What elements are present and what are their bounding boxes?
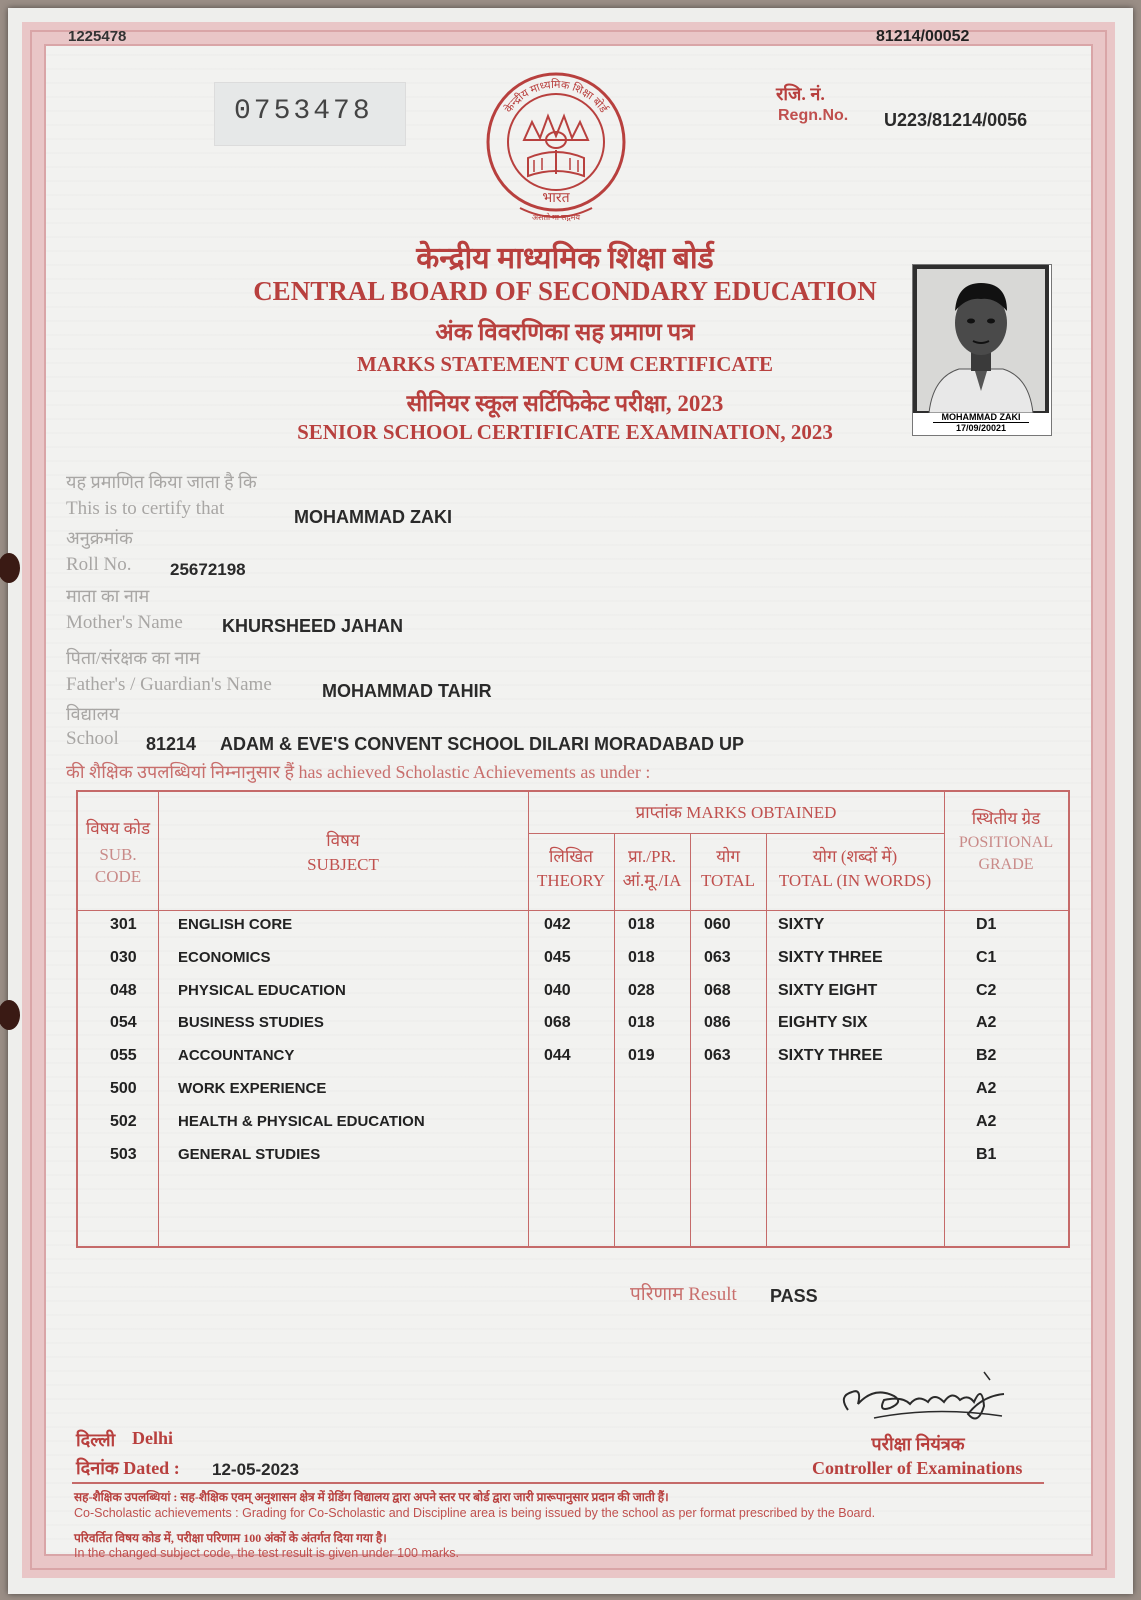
total-in-words: EIGHTY SIX <box>778 1014 868 1031</box>
header-total-english: TOTAL <box>700 871 756 890</box>
subject-name: ACCOUNTANCY <box>178 1047 295 1064</box>
marks-table <box>76 790 1070 1248</box>
doc-title-hindi: अंक विवरणिका सह प्रमाण पत्र <box>435 320 695 346</box>
subject-name: GENERAL STUDIES <box>178 1146 321 1163</box>
header-words-english: TOTAL (IN WORDS) <box>778 871 932 890</box>
footer-divider <box>72 1482 1044 1484</box>
subject-code: 030 <box>110 949 137 966</box>
result-label: परिणाम Result <box>630 1284 737 1305</box>
theory-marks: 040 <box>544 982 571 999</box>
theory-marks: 045 <box>544 949 571 966</box>
total-marks: 063 <box>704 1047 731 1064</box>
subject-name: BUSINESS STUDIES <box>178 1014 324 1031</box>
regn-number: U223/81214/0056 <box>884 110 1028 130</box>
header-theory-english: THEORY <box>537 871 605 890</box>
punch-hole-bottom <box>0 1000 20 1030</box>
student-photo <box>912 264 1052 436</box>
father-label-hindi: पिता/संरक्षक का नाम <box>66 648 200 668</box>
header-theory-hindi: लिखित <box>549 847 593 866</box>
cbse-seal-icon <box>484 70 634 230</box>
place-hindi: दिल्ली <box>76 1430 116 1450</box>
practical-marks: 018 <box>628 916 655 933</box>
exam-title-english: SENIOR SCHOOL CERTIFICATE EXAMINATION, 2023 <box>297 420 833 444</box>
roll-label-hindi: अनुक्रमांक <box>66 528 133 548</box>
total-marks: 060 <box>704 916 731 933</box>
punch-hole-top <box>0 553 20 583</box>
note-coscholastic-hindi: सह-शैक्षिक उपलब्धियां : सह-शैक्षिक एवम् अनुशासन क्षेत्र में ग्रेडिंग विद्यालय द्वारा अपने स्तर पर बोर्ड द्वारा जारी प्रारूपानुसार प्रदान की जाती हैं। <box>74 1490 669 1504</box>
school-label-english: School <box>66 728 119 749</box>
father-name: MOHAMMAD TAHIR <box>322 681 492 701</box>
positional-grade: C1 <box>976 949 997 966</box>
total-in-words: SIXTY <box>778 916 825 933</box>
note-coscholastic-english: Co-Scholastic achievements : Grading for Co-Scholastic and Discipline area is being issued by the school as per format prescribed by the Board. <box>74 1506 876 1520</box>
photo-caption-date: 17/09/20021 <box>933 422 1029 433</box>
board-title-hindi: केन्द्रीय माध्यमिक शिक्षा बोर्ड <box>416 242 714 275</box>
certify-label-english: This is to certify that <box>66 498 225 519</box>
roll-number: 25672198 <box>170 560 246 579</box>
practical-marks: 028 <box>628 982 655 999</box>
photo-caption-name: MOHAMMAD ZAKI <box>941 412 1021 422</box>
issue-date: 12-05-2023 <box>212 1460 299 1479</box>
practical-marks: 019 <box>628 1047 655 1064</box>
subject-code: 502 <box>110 1113 137 1130</box>
controller-signature <box>834 1366 1014 1436</box>
serial-left: 1225478 <box>68 28 127 45</box>
header-total-hindi: योग <box>716 847 740 866</box>
subject-name: ENGLISH CORE <box>178 916 293 933</box>
subject-code: 301 <box>110 916 137 933</box>
header-subject-hindi: विषय <box>326 831 360 850</box>
subject-code: 500 <box>110 1080 137 1097</box>
positional-grade: B1 <box>976 1146 997 1163</box>
header-pr-hindi: प्रा./PR. <box>627 847 677 866</box>
student-portrait-icon <box>913 265 1049 413</box>
positional-grade: A2 <box>976 1014 997 1031</box>
note-changed-code-hindi: परिवर्तित विषय कोड में, परीक्षा परिणाम 100 अंकों के अंतर्गत दिया गया है। <box>74 1531 387 1545</box>
header-code-en-1: SUB. <box>99 845 137 864</box>
positional-grade: A2 <box>976 1080 997 1097</box>
school-name: ADAM & EVE'S CONVENT SCHOOL DILARI MORADABAD UP <box>220 734 744 754</box>
practical-marks: 018 <box>628 949 655 966</box>
header-words-hindi: योग (शब्दों में) <box>812 847 898 866</box>
place-english: Delhi <box>132 1428 174 1448</box>
theory-marks: 042 <box>544 916 571 933</box>
seal-top-text: केन्द्रीय माध्यमिक शिक्षा बोर्ड <box>502 79 610 116</box>
school-label-hindi: विद्यालय <box>66 704 120 724</box>
total-marks: 068 <box>704 982 731 999</box>
note-changed-code-english: In the changed subject code, the test result is given under 100 marks. <box>74 1546 459 1560</box>
board-title-english: CENTRAL BOARD OF SECONDARY EDUCATION <box>253 276 877 306</box>
header-code-hindi: विषय कोड <box>85 819 151 838</box>
result-value: PASS <box>770 1286 818 1306</box>
mother-label-hindi: माता का नाम <box>66 586 150 606</box>
certificate-sheet <box>8 8 1133 1594</box>
header-grade-english-1: POSITIONAL <box>958 834 1054 851</box>
achievements-intro: की शैक्षिक उपलब्धियां निम्नानुसार हैं has achieved Scholastic Achievements as under : <box>66 762 651 782</box>
cert-number: 0753478 <box>234 96 373 127</box>
subject-code: 054 <box>110 1014 137 1031</box>
header-grade-hindi: स्थितीय ग्रेड <box>971 809 1041 828</box>
controller-title-hindi: परीक्षा नियंत्रक <box>871 1434 965 1454</box>
total-marks: 063 <box>704 949 731 966</box>
positional-grade: B2 <box>976 1047 997 1064</box>
mother-name: KHURSHEED JAHAN <box>222 616 404 636</box>
dated-label: दिनांक Dated : <box>76 1458 180 1478</box>
subject-name: HEALTH & PHYSICAL EDUCATION <box>178 1113 425 1130</box>
certify-label-hindi: यह प्रमाणित किया जाता है कि <box>66 472 257 492</box>
subject-code: 055 <box>110 1047 137 1064</box>
subject-code: 503 <box>110 1146 137 1163</box>
positional-grade: A2 <box>976 1113 997 1130</box>
serial-right: 81214/00052 <box>876 28 970 45</box>
header-grade-english-2: GRADE <box>978 856 1034 873</box>
student-name: MOHAMMAD ZAKI <box>294 507 452 527</box>
header-subject-english: SUBJECT <box>307 855 379 874</box>
controller-title-english: Controller of Examinations <box>812 1458 1023 1478</box>
exam-title-hindi: सीनियर स्कूल सर्टिफिकेट परीक्षा, 2023 <box>406 391 724 416</box>
seal-bottom-text: भारत <box>542 191 570 206</box>
total-in-words: SIXTY THREE <box>778 1047 883 1064</box>
regn-label-hi: रजि. नं. <box>776 84 825 104</box>
school-code: 81214 <box>146 734 197 754</box>
positional-grade: D1 <box>976 916 997 933</box>
subject-name: PHYSICAL EDUCATION <box>178 982 346 999</box>
subject-name: ECONOMICS <box>178 949 271 966</box>
theory-marks: 068 <box>544 1014 571 1031</box>
total-in-words: SIXTY EIGHT <box>778 982 878 999</box>
total-marks: 086 <box>704 1014 731 1031</box>
regn-label-en: Regn.No. <box>778 107 849 124</box>
header-code-en-2: CODE <box>94 867 142 886</box>
header-marks-obtained: प्राप्तांक MARKS OBTAINED <box>635 803 837 822</box>
mother-label-english: Mother's Name <box>66 612 183 633</box>
roll-label-english: Roll No. <box>66 554 132 575</box>
doc-title-english: MARKS STATEMENT CUM CERTIFICATE <box>356 352 773 376</box>
positional-grade: C2 <box>976 982 997 999</box>
practical-marks: 018 <box>628 1014 655 1031</box>
total-in-words: SIXTY THREE <box>778 949 883 966</box>
father-label-english: Father's / Guardian's Name <box>66 674 272 695</box>
header-pr-english: आं.मू./IA <box>622 871 682 890</box>
subject-name: WORK EXPERIENCE <box>178 1080 327 1097</box>
seal-motto: असतो मा सद्गमय <box>531 213 581 222</box>
subject-code: 048 <box>110 982 137 999</box>
theory-marks: 044 <box>544 1047 571 1064</box>
